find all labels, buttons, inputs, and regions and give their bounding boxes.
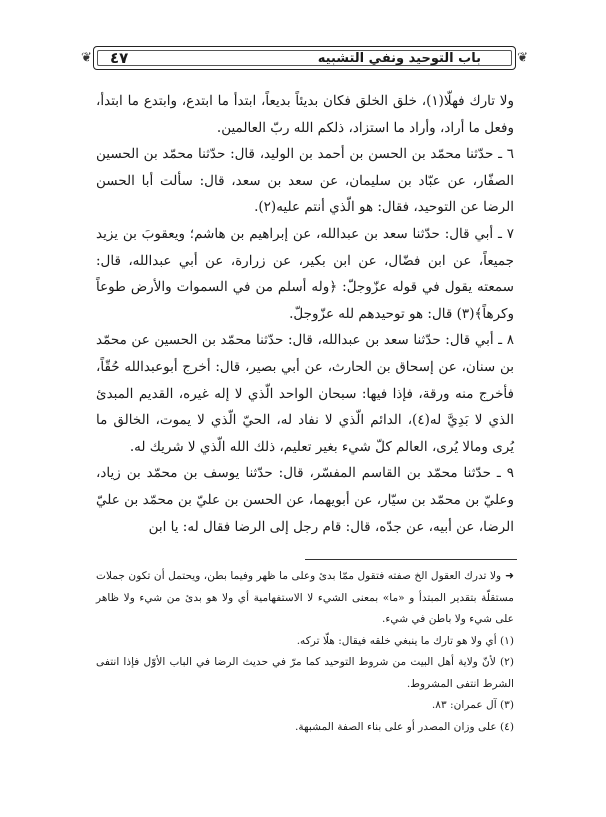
ornament-right-icon: ❦ — [517, 50, 528, 66]
footnote-separator — [305, 559, 517, 560]
footnote-continuation — [96, 566, 514, 631]
footnote-continuation-text: ولا تدرك العقول الخ صفته فتقول ممّا بدئ وعلى ما ظهر وفيما بطن، ويحتمل أن تكون جملات مستقلّة بتقدير المبتدأ و «ما» بمعنى الشيء لا الاستفهامية أي ولا هو بدئ من شيء ولا ظاهر على شيء ولا باطن في شيء. — [96, 570, 514, 625]
continuation-arrow-icon: ➜ — [505, 570, 514, 582]
running-header — [81, 46, 528, 70]
footnote-1: (١) أي ولا هو تارك ما ينبغي خلقه فيقال: هلّا تركه. — [296, 634, 514, 647]
footnote-4: (٤) على وزان المصدر أو على بناء الصفة المشبهة. — [294, 720, 514, 733]
hadith-6: ٦ ـ حدّثنا محمّد بن الحسن بن أحمد بن الوليد، قال: حدّثنا محمّد بن الحسين الصفّار، عن عبّاد بن سليمان، عن سعد بن سعد، قال: سألت أبا الحسن الرضا عن التوحيد، فقال: هو الّذي أنتم عليه(٢). — [96, 146, 514, 216]
chapter-title: باب التوحيد ونفي التشبيه — [317, 50, 481, 66]
main-text — [96, 88, 514, 535]
footnote-3: (٣) آل عمران: ٨٣. — [431, 699, 514, 711]
page-number: ٤٧ — [110, 49, 129, 67]
ornament-left-icon: ❦ — [81, 50, 92, 66]
paragraph-continuation: ولا تارك فهلّا(١)، خلق الخلق فكان بديئاً بديعاً، ابتدأ ما ابتدع، وابتدع ما ابتدأ، وفعل ما أراد، وأراد ما استزاد، ذلكم الله ربّ العالمين. — [96, 93, 514, 136]
hadith-8: ٨ ـ أبي قال: حدّثنا سعد بن عبدالله، قال: حدّثنا محمّد بن الحسين عن محمّد بن سنان، عن إسحاق بن الحارث، عن أبي بصير، قال: أخرج أبوعبدالله حُقّاً، فأخرج منه ورقة، فإذا فيها: سبحان الواحد الّذي لا إله غيره، القديم المبدئ الذي لا بَدِيَّ له(٤)، الدائم الّذي لا نفاد له، الحيّ الّذي لا يموت، الخالق ما يُرى ومالا يُرى، العالم كلّ شيء بغير تعليم، ذلك الله الّذي لا شريك له. — [96, 332, 514, 455]
footnote-2: (٢) لأنّ ولاية أهل البيت من شروط التوحيد كما مرّ في حديث الرضا في الباب الأوّل فإذا انتفى الشرط انتفى المشروط. — [96, 656, 514, 690]
footnotes — [96, 566, 514, 746]
hadith-9: ٩ ـ حدّثنا محمّد بن القاسم المفسّر، قال: حدّثنا يوسف بن محمّد بن زياد، وعليّ بن محمّد بن سيّار، عن أبويهما، عن الحسن بن عليّ بن محمّد بن عليّ الرضا، عن أبيه، عن جدّه، قال: قام رجل إلى الرضا فقال له: يا ابن — [96, 465, 514, 535]
hadith-7: ٧ ـ أبي قال: حدّثنا سعد بن عبدالله، عن إبراهيم بن هاشم؛ ويعقوبَ بن يزيد جميعاً، عن ابن فضّال، عن ابن بكير، عن زرارة، عن أبي عبدالله، قال: سمعته يقول في قوله عزّوجلّ: ﴿وله أسلم من في السموات والأرض طوعاً وكرهاً﴾(٣) قال: هو توحيدهم لله عزّوجلّ. — [96, 225, 514, 322]
